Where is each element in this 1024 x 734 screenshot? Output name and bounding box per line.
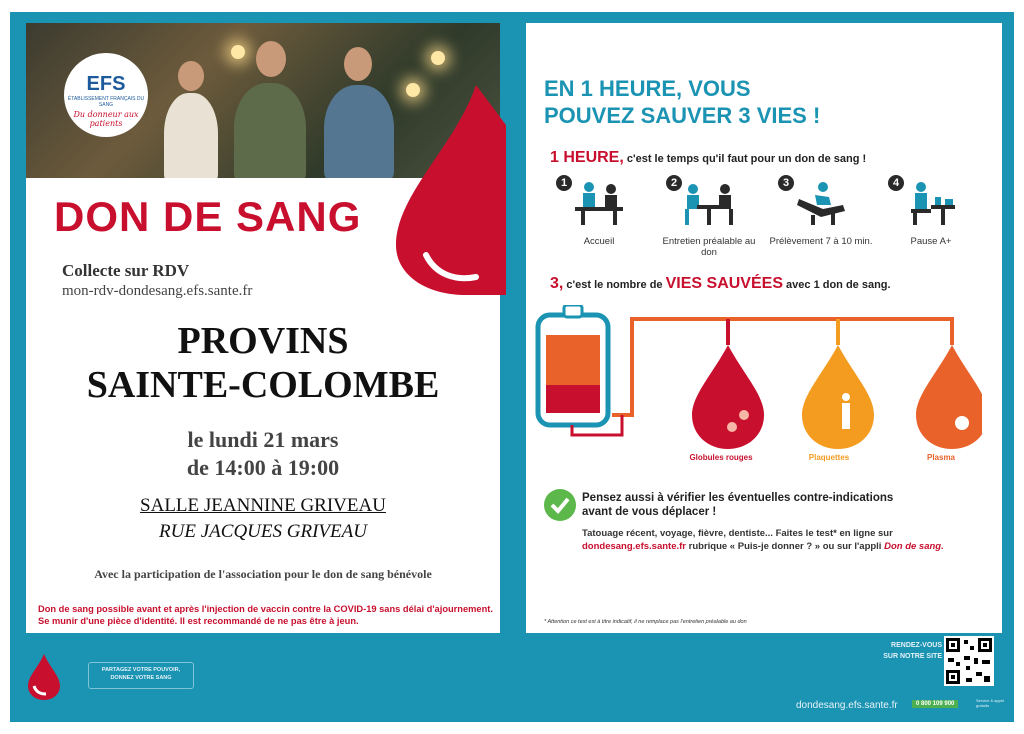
phone-number[interactable]: 0 800 109 900 — [912, 700, 958, 708]
step-4: 4 Pause A+ — [876, 175, 986, 247]
hour-line: 1 HEURE, c'est le temps qu'il faut pour un don de sang ! — [550, 149, 867, 166]
contraindications-warning: Pensez aussi à vérifier les éventuelles contre-indications avant de vous déplacer ! — [582, 492, 894, 518]
street: RUE JACQUES GRIVEAU — [159, 521, 367, 542]
test-info: Tatouage récent, voyage, fièvre, dentiste... Faites le test* en ligne sur dondesang.efs.sante.fr rubrique « Puis-je donner ? » ou sur l'appli Don de sang. — [582, 528, 944, 552]
city-line-1: PROVINS — [177, 320, 349, 362]
date-line-2: de 14:00 à 19:00 — [186, 455, 340, 480]
page-title: DON DE SANG — [54, 193, 362, 240]
reception-icon — [571, 179, 627, 225]
drop-label-plasma: Plasma — [926, 453, 956, 462]
lives-line: 3, c'est le nombre de VIES SAUVÉES avec 1 don de sang. — [550, 275, 891, 292]
step-3: 3 Prélèvement 7 à 10 min. — [769, 177, 873, 247]
footer-site-link[interactable]: dondesang.efs.sante.fr — [796, 700, 898, 711]
city-line-2: SAINTE-COLOMBE — [86, 364, 440, 406]
phone-note: Service & appel gratuits — [976, 698, 1005, 708]
rdv-url[interactable]: mon-rdv-dondesang.efs.sante.fr — [62, 283, 253, 299]
share-slogan: PARTAGEZ VOTRE POUVOIR, DONNEZ VOTRE SANG — [88, 662, 194, 689]
qr-code-icon[interactable] — [944, 636, 994, 686]
rdv-label: RENDEZ-VOUS SUR NOTRE SITE — [883, 642, 942, 660]
left-panel — [26, 23, 500, 633]
footnote: * Attention ce test est à titre indicatif, il ne remplace pas l'entretien préalable au don — [544, 619, 747, 625]
interview-icon — [681, 179, 737, 225]
test-link[interactable]: dondesang.efs.sante.fr — [582, 541, 686, 552]
drop-label-red-cells: Globules rouges — [689, 453, 753, 462]
step-1: 1 Accueil — [544, 175, 654, 247]
blood-drop-icon — [396, 85, 506, 295]
check-icon — [544, 489, 576, 521]
efs-logo: EFS ÉTABLISSEMENT FRANÇAIS DU SANG Du donneur aux patients — [64, 53, 148, 137]
venue: SALLE JEANNINE GRIVEAU — [140, 495, 386, 516]
donation-chair-icon — [793, 179, 849, 225]
right-panel — [526, 23, 1002, 633]
snack-break-icon — [903, 179, 959, 225]
date-line-1: le lundi 21 mars — [187, 427, 339, 452]
right-title: EN 1 HEURE, VOUS POUVEZ SAUVER 3 VIES ! — [544, 76, 821, 128]
collecte-label: Collecte sur RDV — [62, 261, 190, 280]
step-2: 2 Entretien préalable au don — [662, 177, 756, 258]
covid-notice: Don de sang possible avant et après l'injection de vaccin contre la COVID-19 sans délai d'ajournement. Se munir d'une pièce d'identité. Il est recommandé de ne pas être à jeun. — [38, 604, 493, 626]
efs-drop-logo-icon — [28, 654, 60, 700]
association-note: Avec la participation de l'association pour le don de sang bénévole — [94, 567, 432, 581]
drop-label-platelets: Plaquettes — [808, 453, 850, 462]
blood-components-diagram — [532, 305, 982, 475]
